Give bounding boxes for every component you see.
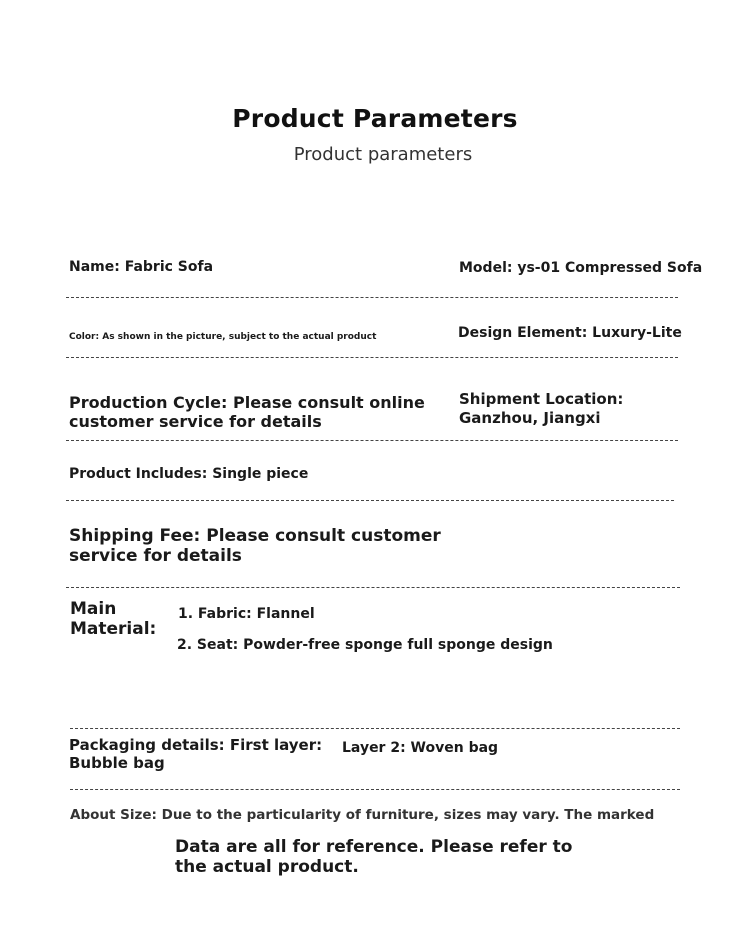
divider [70, 789, 680, 790]
production-cycle-line1: Production Cycle: Please consult online [69, 393, 425, 412]
divider [66, 440, 678, 441]
param-product-includes: Product Includes: Single piece [69, 466, 309, 482]
param-shipping-fee [69, 526, 441, 566]
material-item-2: 2. Seat: Powder-free sponge full sponge design [177, 637, 553, 653]
main-material-label-line2: Material: [70, 619, 157, 639]
about-size-note [175, 837, 572, 877]
shipping-fee-line1: Shipping Fee: Please consult customer [69, 526, 441, 546]
divider [70, 728, 680, 729]
param-design-element: Design Element: Luxury-Lite [458, 325, 682, 341]
main-material-label-line1: Main [70, 599, 117, 619]
param-main-material-label [70, 599, 156, 639]
divider [66, 587, 680, 588]
about-size-line1: About Size: Due to the particularity of furniture, sizes may vary. The marked [70, 807, 655, 823]
param-model: Model: ys-01 Compressed Sofa [459, 260, 703, 276]
shipment-location-line2: Ganzhou, Jiangxi [459, 409, 601, 427]
packaging-layer2: Layer 2: Woven bag [342, 740, 499, 756]
param-shipment-location [459, 390, 623, 428]
packaging-line2: Bubble bag [69, 754, 165, 772]
page-subtitle: Product parameters [293, 144, 473, 165]
material-item-1: 1. Fabric: Flannel [178, 606, 315, 622]
about-size-line3: the actual product. [175, 857, 359, 877]
packaging-line1: Packaging details: First layer: [69, 736, 323, 754]
page-title: Product Parameters [232, 104, 518, 133]
divider [66, 297, 678, 298]
param-production-cycle [69, 393, 425, 431]
shipment-location-line1: Shipment Location: [459, 390, 624, 408]
divider [66, 500, 674, 501]
shipping-fee-line2: service for details [69, 546, 242, 566]
production-cycle-line2: customer service for details [69, 412, 322, 431]
param-name: Name: Fabric Sofa [69, 259, 214, 275]
param-packaging [69, 736, 322, 772]
param-color: Color: As shown in the picture, subject to the actual product [69, 332, 377, 342]
about-size-line2: Data are all for reference. Please refer to [175, 837, 573, 857]
divider [66, 357, 678, 358]
